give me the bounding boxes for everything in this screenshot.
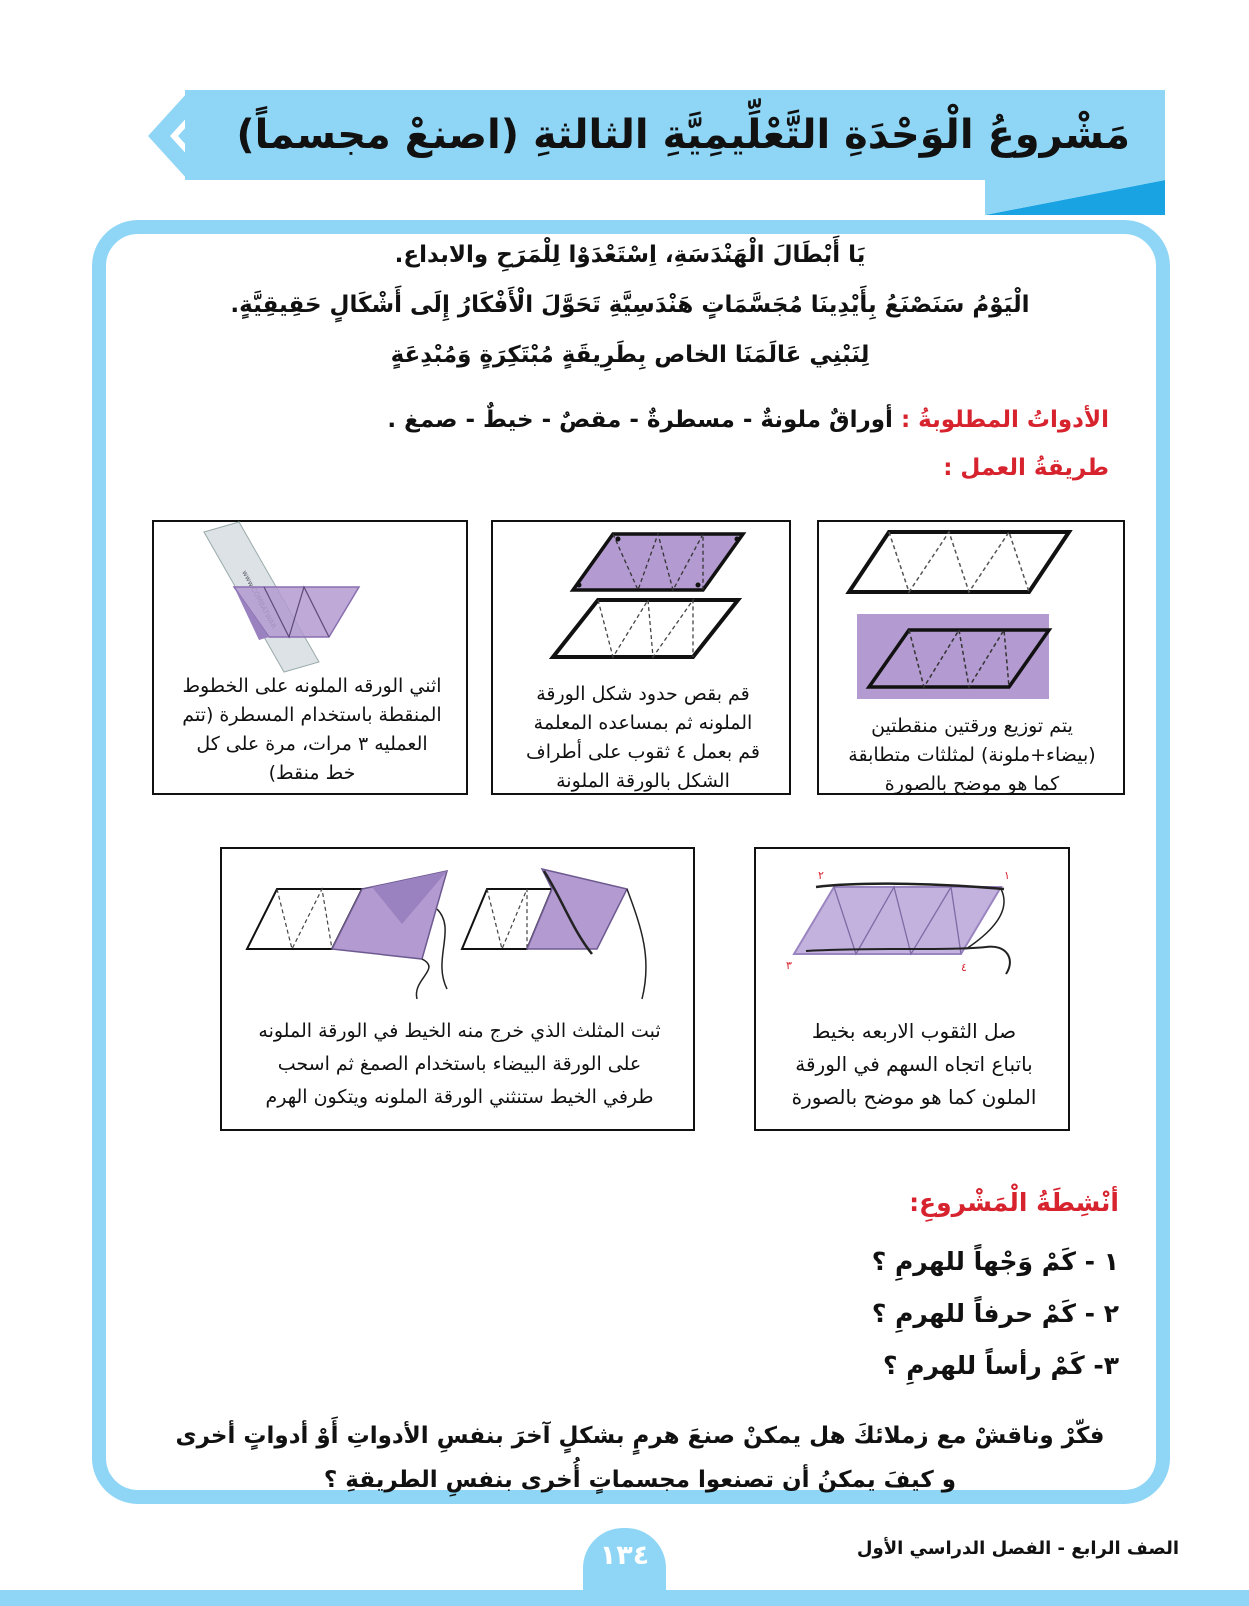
header-corner-tab (985, 180, 1165, 215)
step-3-illustration (154, 522, 470, 682)
step-3-caption (160, 672, 464, 788)
caption-line: الملونه ثم بمساعده المعلمة (533, 712, 753, 734)
caption-line: الشكل بالورقة الملونة (556, 770, 730, 792)
step-2-caption (499, 680, 787, 796)
step-4-mark-2: ٢ (818, 869, 824, 882)
step-4-caption (762, 1015, 1066, 1114)
intro-line-2: الْيَوْمُ سَنَصْنَعُ بِأَيْدِينَا مُجَسَّمَاتٍ هَنْدَسِيَّةِ تَحَوَّلَ الْأَفْكَارُ إِلَى أَشْكَالٍ حَقِيقِيَّةٍ. (230, 292, 1030, 318)
method-label: طريقةُ العمل : (943, 455, 1109, 481)
caption-line: على الورقة البيضاء باستخدام الصمغ ثم اسحب (277, 1053, 642, 1075)
caption-line: المنقطة باستخدام المسطرة (تتم (182, 704, 442, 726)
tools-line (289, 407, 1109, 433)
caption-line: يتم توزيع ورقتين منقطتين (871, 715, 1073, 737)
caption-line: الملون كما هو موضح بالصورة (791, 1085, 1037, 1109)
page-title: مَشْروعُ الْوَحْدَةِ التَّعْلِّيمِيَّةِ الثالثةِ (اصنعْ مجسماً) (236, 112, 1130, 158)
step-5-caption (228, 1015, 691, 1114)
step-4-mark-1: ١ (1004, 869, 1010, 882)
step-3-box (152, 520, 468, 795)
step-1-illustration (819, 522, 1127, 712)
activity-question-2: ٢ - كَمْ حرفاً للهرمِ ؟ (871, 1299, 1119, 1328)
caption-line: قم بقص حدود شكل الورقة (536, 683, 750, 705)
caption-line: اثني الورقه الملونه على الخطوط (182, 675, 442, 697)
activity-question-1: ١ - كَمْ وَجْهاً للهرمِ ؟ (871, 1247, 1119, 1276)
caption-line: صل الثقوب الاربعه بخيط (811, 1019, 1017, 1043)
step-4-box (754, 847, 1070, 1131)
page-number: ١٣٤ (599, 1540, 650, 1571)
footer-label: الصف الرابع - الفصل الدراسي الأول (856, 1538, 1179, 1559)
step-2-box (491, 520, 791, 795)
intro-line-3: لِنَبْنِي عَالَمَنَا الخاص بِطَرِيقَةٍ مُبْتَكِرَةٍ وَمُبْدِعَةٍ (390, 342, 870, 368)
discussion-line-2: و كيفَ يمكنُ أن تصنعوا مجسماتٍ أُخرى بنفسِ الطريقةِ ؟ (323, 1467, 957, 1493)
discussion-line-1: فكّرْ وناقشْ مع زملائكَ هل يمكنْ صنعَ هرمٍ بشكلٍ آخرَ بنفسِ الأدواتِ أَوْ أدواتٍ أخرى (175, 1423, 1105, 1449)
caption-line: خط منقط) (268, 762, 356, 784)
caption-line: كما هو موضح بالصورة (884, 773, 1060, 795)
step-1-box (817, 520, 1125, 795)
caption-line: طرفي الخيط ستنثني الورقة الملونه ويتكون الهرم (265, 1086, 654, 1108)
intro-line-1: يَا أَبْطَالَ الْهَنْدَسَةِ، اِسْتَعْدَوْا لِلْمَرَحِ والابداع. (394, 242, 866, 268)
step-2-illustration (493, 522, 793, 672)
step-4-mark-4: ٤ (961, 961, 967, 974)
step-1-caption (827, 712, 1117, 799)
tools-items: أوراقٌ ملونةٌ - مسطرةٌ - مقصٌ - خيطٌ - صمغ . (387, 407, 893, 433)
step-4-mark-3: ٣ (786, 959, 792, 972)
step-4-illustration (756, 849, 1072, 1009)
step-5-box (220, 847, 695, 1131)
activity-question-3: ٣- كَمْ رأساً للهرمِ ؟ (882, 1351, 1119, 1380)
caption-line: العمليه ٣ مرات، مرة على كل (196, 733, 428, 755)
caption-line: ثبت المثلث الذي خرج منه الخيط في الورقة الملونه (258, 1020, 661, 1042)
tools-label: الأدواتُ المطلوبةُ : (900, 407, 1109, 433)
caption-line: قم بعمل ٤ ثقوب على أطراف (526, 741, 760, 763)
activities-title: أنْشِطَةُ الْمَشْروعِ: (909, 1188, 1119, 1217)
step-5-illustration (222, 849, 697, 1009)
caption-line: (بيضاء+ملونة) لمثلثات متطابقة (848, 744, 1096, 766)
caption-line: باتباع اتجاه السهم في الورقة (795, 1052, 1033, 1076)
